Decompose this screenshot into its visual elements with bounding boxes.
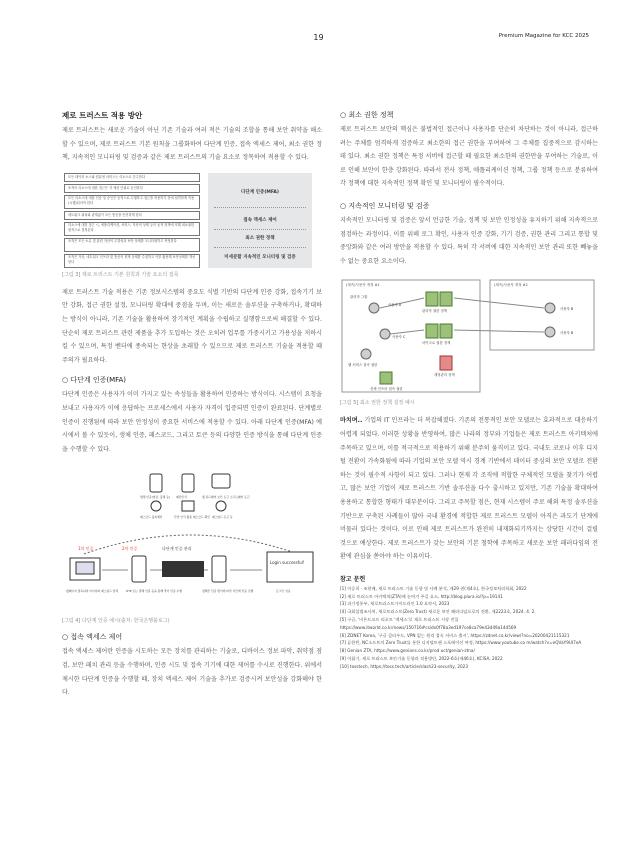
least-privilege-diagram <box>340 276 598 396</box>
fig5-label: 웹 서비스 접속 권한 <box>348 363 378 368</box>
figure-caption: [그림 3] 제로 트러스트 기본 원칙과 기술 요소의 접목 <box>62 271 179 278</box>
step-4: Login successful! <box>270 560 305 566</box>
group-label: (계속)사용자 개정 #2 <box>494 283 528 288</box>
divider <box>214 247 306 248</box>
tech-elements-box <box>208 173 312 268</box>
reference-item: [3] 과기정통부, 제로트러스트가이드라인 1.0 요약서, 2023 <box>340 601 450 607</box>
fig5-label: 관리자 그룹 <box>350 295 368 300</box>
top-label: 웹 하드웨어 보안 토큰 소프트웨어 토큰 <box>202 495 250 500</box>
principle-item: 조직은 자산, 네트워크 인프라 및 통신의 현재 상태를 수집하고 이를 활용해 보안상태를 개선한다 <box>64 254 200 268</box>
references-heading: 참고 문헌 <box>340 575 366 583</box>
top-label: 패스코드 블록체인 <box>140 515 163 520</box>
reference-item: [6] ZDNET Korea, '구글 클라우드, VPN 없는 원격 접속 서비스 출시', https://zdnet.co.kr/view/?no=20200421115321 <box>340 632 570 638</box>
top-label: 패스워드 토큰 등 <box>212 515 233 520</box>
figure-caption: [그림 5] 최소 권한 정책 설정 예시 <box>340 400 415 407</box>
reference-item: [7] 류한빈, NC소프트의 Zero Trust를 통한 디지털트랜 스포메이션 여정, https://www.youtube.co m/watch?v=eQVaY9UI7eA <box>340 640 582 646</box>
tech-element-monitor: 미세분할 지속적인 모니터링 및 검증 <box>224 254 296 260</box>
principle-item: 조직은 모든 소유 및 관련 자산의 무결성과 보안 상태를 모니터링하고 측정한다 <box>64 238 200 252</box>
reference-item: [9] 이휘기, 제로 트러스트 보안기술 동향과 적용방안, 2022-6호(제46호), KCISA, 2022 <box>340 656 503 662</box>
least-privilege-figure <box>340 276 598 396</box>
access-heading: ○ 접속 액세스 제어 <box>62 633 123 642</box>
principles-list <box>64 173 200 268</box>
intro-paragraph: 제로 트러스트는 새로운 기술이 아닌 기존 기술과 여러 적은 기술의 조합을 통해 보안 취약을 해소 할 수 있으며, 제로 트러스트 기본 원칙을 그룹화하여 다단계 인증, 접속 액세스 제어, 최소 권한 정책, 지속적인 모니터링 및 검증과 같은 제로 트러스트의 기술 요소로 정목하여 적용할 수 있다. <box>62 127 322 162</box>
tech-element-mfa: 다단계 인증(MFA) <box>241 189 279 195</box>
magazine-title: Premium Magazine for KCC 2025 <box>498 33 589 39</box>
divider <box>214 229 306 230</box>
section-title: 제로 트러스트 적용 방안 <box>62 111 143 120</box>
principle-item: 리소스에 대한 접근 시, 애플리케이션, 서비스, 자산의 상태 등의 동적 정책에 의해 최소권한 원칙으로 결정된다 <box>64 222 200 236</box>
conclusion-paragraph <box>340 414 598 564</box>
fig5-label: 전체 인프라 접속 권한 <box>370 387 403 392</box>
principle-item: 모든 리소스에 대한 인증 및 승인은 동적으로 수행하고 접근을 허용하기 전에 엄격하게 적용(시행)되어야 한다 <box>64 195 200 209</box>
least-priv-paragraph: 제로 트러스트 보안의 핵심은 불법적인 접근이나 사용자를 단순히 차단하는 것이 아니라, 접근하려는 주체를 엄격하게 검증하고 최소한의 접근 권한을 부여하여 그 주체를 집중적으로 감시하는 데 있다. 최소 권한 정책은 특정 서버에 접근할 때 필요한 최소한의 권한만을 부여하는 기술로, 이로 인해 보안이 한층 강화된다. 따라서 전사 정책, 애플리케이션 정책, 그룹 정책 등으로 분류하여 각 정책에 대한 지속적인 정책 확인 및 모니터링이 필수적이다. <box>340 126 598 188</box>
bottom-label: 정해진 인증 방식에 따라 다단계 인증 진행 <box>202 589 254 594</box>
top-label: 생체 인증(얼굴, 홍채 등) <box>140 495 171 500</box>
reference-item: https://www.itworld.co.kr/news/150716#csidx0f78a3ed197ce8ca79e43d49a14d569 <box>340 624 517 630</box>
reference-item: [1] 이승희 · 조현배, 제로 트러스트 기술 동향 및 사례 분석, 제29 권(제4호), 한국정보처리학회, 2022 <box>340 585 527 591</box>
least-priv-heading: ○ 최소 권한 정책 <box>340 111 394 119</box>
conclusion-lead: 마치며.. <box>340 417 363 425</box>
fig5-label: 사용자 B <box>560 331 574 336</box>
fig5-label: 관리자 권한 정책 <box>422 309 448 314</box>
body-paragraph: 제로 트러스트 기술 적용은 기존 정보시스템의 중요도 식별 기반의 다단계 인증 강화, 접속기기 보안 강화, 접근 권한 설정, 모니터링 확대에 중점을 두며, 이는 새로운 솔루션을 구축하거나, 확대하는 방식이 아니라, 기존 기술을 활용하여 장기적인 계획을 수립하고 실행함으로써 해결할 수 있다. 단순히 제로 트러스트 관련 제품을 추가 도입하는 것은 오히려 업무를 가중시키고 가용성을 저하시킬 수 있으며, 특정 벤더에 종속되는 현상을 초래할 수 있으므로 제로 트러스트 기술을 적용할 때 주의가 필요하다. <box>62 288 322 364</box>
bottom-label: 로그인 성공 <box>276 589 291 594</box>
access-paragraph: 접속 액세스 제어란 인증을 시도하는 모든 장치를 관리하는 기술로, 디바이스 정보 파악, 취약점 점검, 보안 패치 관리 등을 수행하며, 인증 시도 및 접속 기기에 대한 제어를 수시로 진행한다. 위에서 제시한 다단계 인증을 수행할 때, 장치 액세스 제어 기술을 추가로 검증시켜 보안성을 강화해야 한다. <box>62 648 322 697</box>
right-column <box>340 110 598 671</box>
mfa-paragraph: 다단계 인증은 사용자가 이미 가지고 있는 속성들을 활용하여 인증하는 방식이다. 시스템이 요청을 보내고 사용자가 이에 응답하는 프로세스에서 사용자 자격이 입증되면 인증이 완료된다. 단계별로 인증이 진행됨에 따라 보안 안정성이 중요한 서비스에 적용할 수 있다. 아래 다단계 인증(MFA) 예시에서 볼 수 있듯이, 생체 인증, 패스코드, 그리고 토큰 등의 다양한 인증 방식을 통해 다단계 인증을 수행할 수 있다. <box>62 391 322 453</box>
monitor-heading: ○ 지속적인 모니터링 및 검증 <box>340 201 430 210</box>
fig5-label: 계정관리 정책 <box>434 373 455 378</box>
bottom-label: 웹페이지 접속하여 아이디와 패스워드 입력 <box>66 589 119 594</box>
mfa-diagram <box>62 466 320 614</box>
mfa-example-figure <box>62 466 320 614</box>
tech-element-access: 접속 액세스 제어 <box>243 217 277 223</box>
reference-item: [2] 제로 트러스트 아키텍처(ZTA)에 눈여겨 주길 요소, http://blog.plura.io/?p=19141 <box>340 593 503 599</box>
step-2: 2차 인증 <box>122 546 138 552</box>
step-1: 1차 인증 <box>78 546 94 552</box>
references <box>340 574 598 671</box>
fig5-label: 사용자 B <box>560 307 574 312</box>
reference-item: [4] 국회입법조사처, 제로트러스트(Zero Trust) 새로운 보안 패러다임으로의 전환, 제2223호, 2024. 4. 2. <box>340 609 536 615</box>
page-number: 19 <box>313 33 324 42</box>
top-label: 안전 인식 활용 패스코드 확인 <box>174 515 210 520</box>
reference-item: [10] tosstech, https://toss.tech/article/slash23-security, 2023 <box>340 663 468 669</box>
mfa-heading: ○ 다단계 인증(MFA) <box>62 376 127 385</box>
fig5-label: 마이크로 권한 정책 <box>422 341 451 346</box>
fig5-label: 사용자 A <box>388 303 402 308</box>
left-column <box>62 110 322 700</box>
conclusion-text: 기업의 IT 인프라는 더 복잡해졌다. 기존의 전통적인 보안 모델로는 효과적으로 대응하기 어렵게 되었다. 이러한 상황을 반영하여, 많은 나라의 정부와 기업들은 제로 트러스트 아키텍처에 주목하고 있으며, 이를 적극적으로 적용하기 위해 분주히 움직이고 있다. 국내도 코로나 이후 디지털 전환이 가속화됨에 따라 기업의 보안 모델 역시 경계 기반에서 데이터 중심의 보안 모델로 전환하는 것이 필수적 사항이 되고 있다. 그러나 현재 각 조직에 적합한 구체적인 모델을 찾기가 어렵고, 많은 보안 기업이 제로 트러스트 기반 솔루션을 다수 출시하고 있지만, 기존 기술을 확대하여 용용하고 통합한 형태가 대부분이다. 그리고 주목할 점은, 현재 시스템이 주로 해외 특정 솔루션을 기반으로 구축된 사례들이 많아 국내 환경에 적합한 제로 트러스트 모델이 아직은 과도기 단계에 머물러 있다는 것이다. 이로 인해 제로 트러스트가 완전히 내재화되기까지는 상당한 시간이 걸릴 것으로 예상한다. 제로 트러스트가 갖는 보안의 기본 철학에 주목하고 새로운 보안 패러다임의 전환에 관심을 쏟아야 하는 이유이다. <box>340 417 598 561</box>
fig5-label: 사용자 C <box>392 335 406 340</box>
principle-item: 조직의 리소스에 대한 접근은 각 세션 단위로 승인한다 <box>64 184 200 193</box>
figure-caption: [그림 4] 다단계 인증 예시(출처: 한국은행블로그) <box>62 618 170 625</box>
zero-trust-principles-figure <box>62 173 312 268</box>
bottom-label: OTP 또는 생체 인증 등을 통해 추가 인증 수행 <box>126 589 182 594</box>
principle-item: 모든 데이터 소스와 컴퓨팅 서비스는 리소스로 간주한다 <box>64 173 200 182</box>
tech-element-least: 최소 권한 정책 <box>245 235 275 241</box>
top-label: 패턴인식 <box>176 495 187 500</box>
group-label: (계속)사용자 개정 #1 <box>346 283 380 288</box>
divider <box>214 207 306 208</box>
monitor-paragraph: 지속적인 모니터링 및 검증은 앞서 언급한 기술, 정책 및 보안 인정성을 유지하기 위해 지속적으로 점검하는 과정이다. 이를 위해 로그 확인, 사용자 인증 강화, 기기 검증, 권한 관리 그리고 통합 및 중앙화와 같은 여러 방안을 적용할 수 있다. 특히 각 서버에 대한 지속적인 보안 관리 또한 빼놓을 수 없는 중요한 요소이다. <box>340 216 598 265</box>
principle-item: 네트워크 위치와 관계없이 모든 통신을 안전하게 한다 <box>64 211 200 220</box>
reference-item: [5] 구글, '비욘드코프 리포트 '액세스'로 제로 트러스트 시장 진입 <box>340 617 459 623</box>
reference-item: [8] Genian ZTA, https://www.genians.co.kr/prod uct/genian-ztna/ <box>340 648 475 654</box>
step-3: 다단계 인증 관리 <box>162 546 192 552</box>
